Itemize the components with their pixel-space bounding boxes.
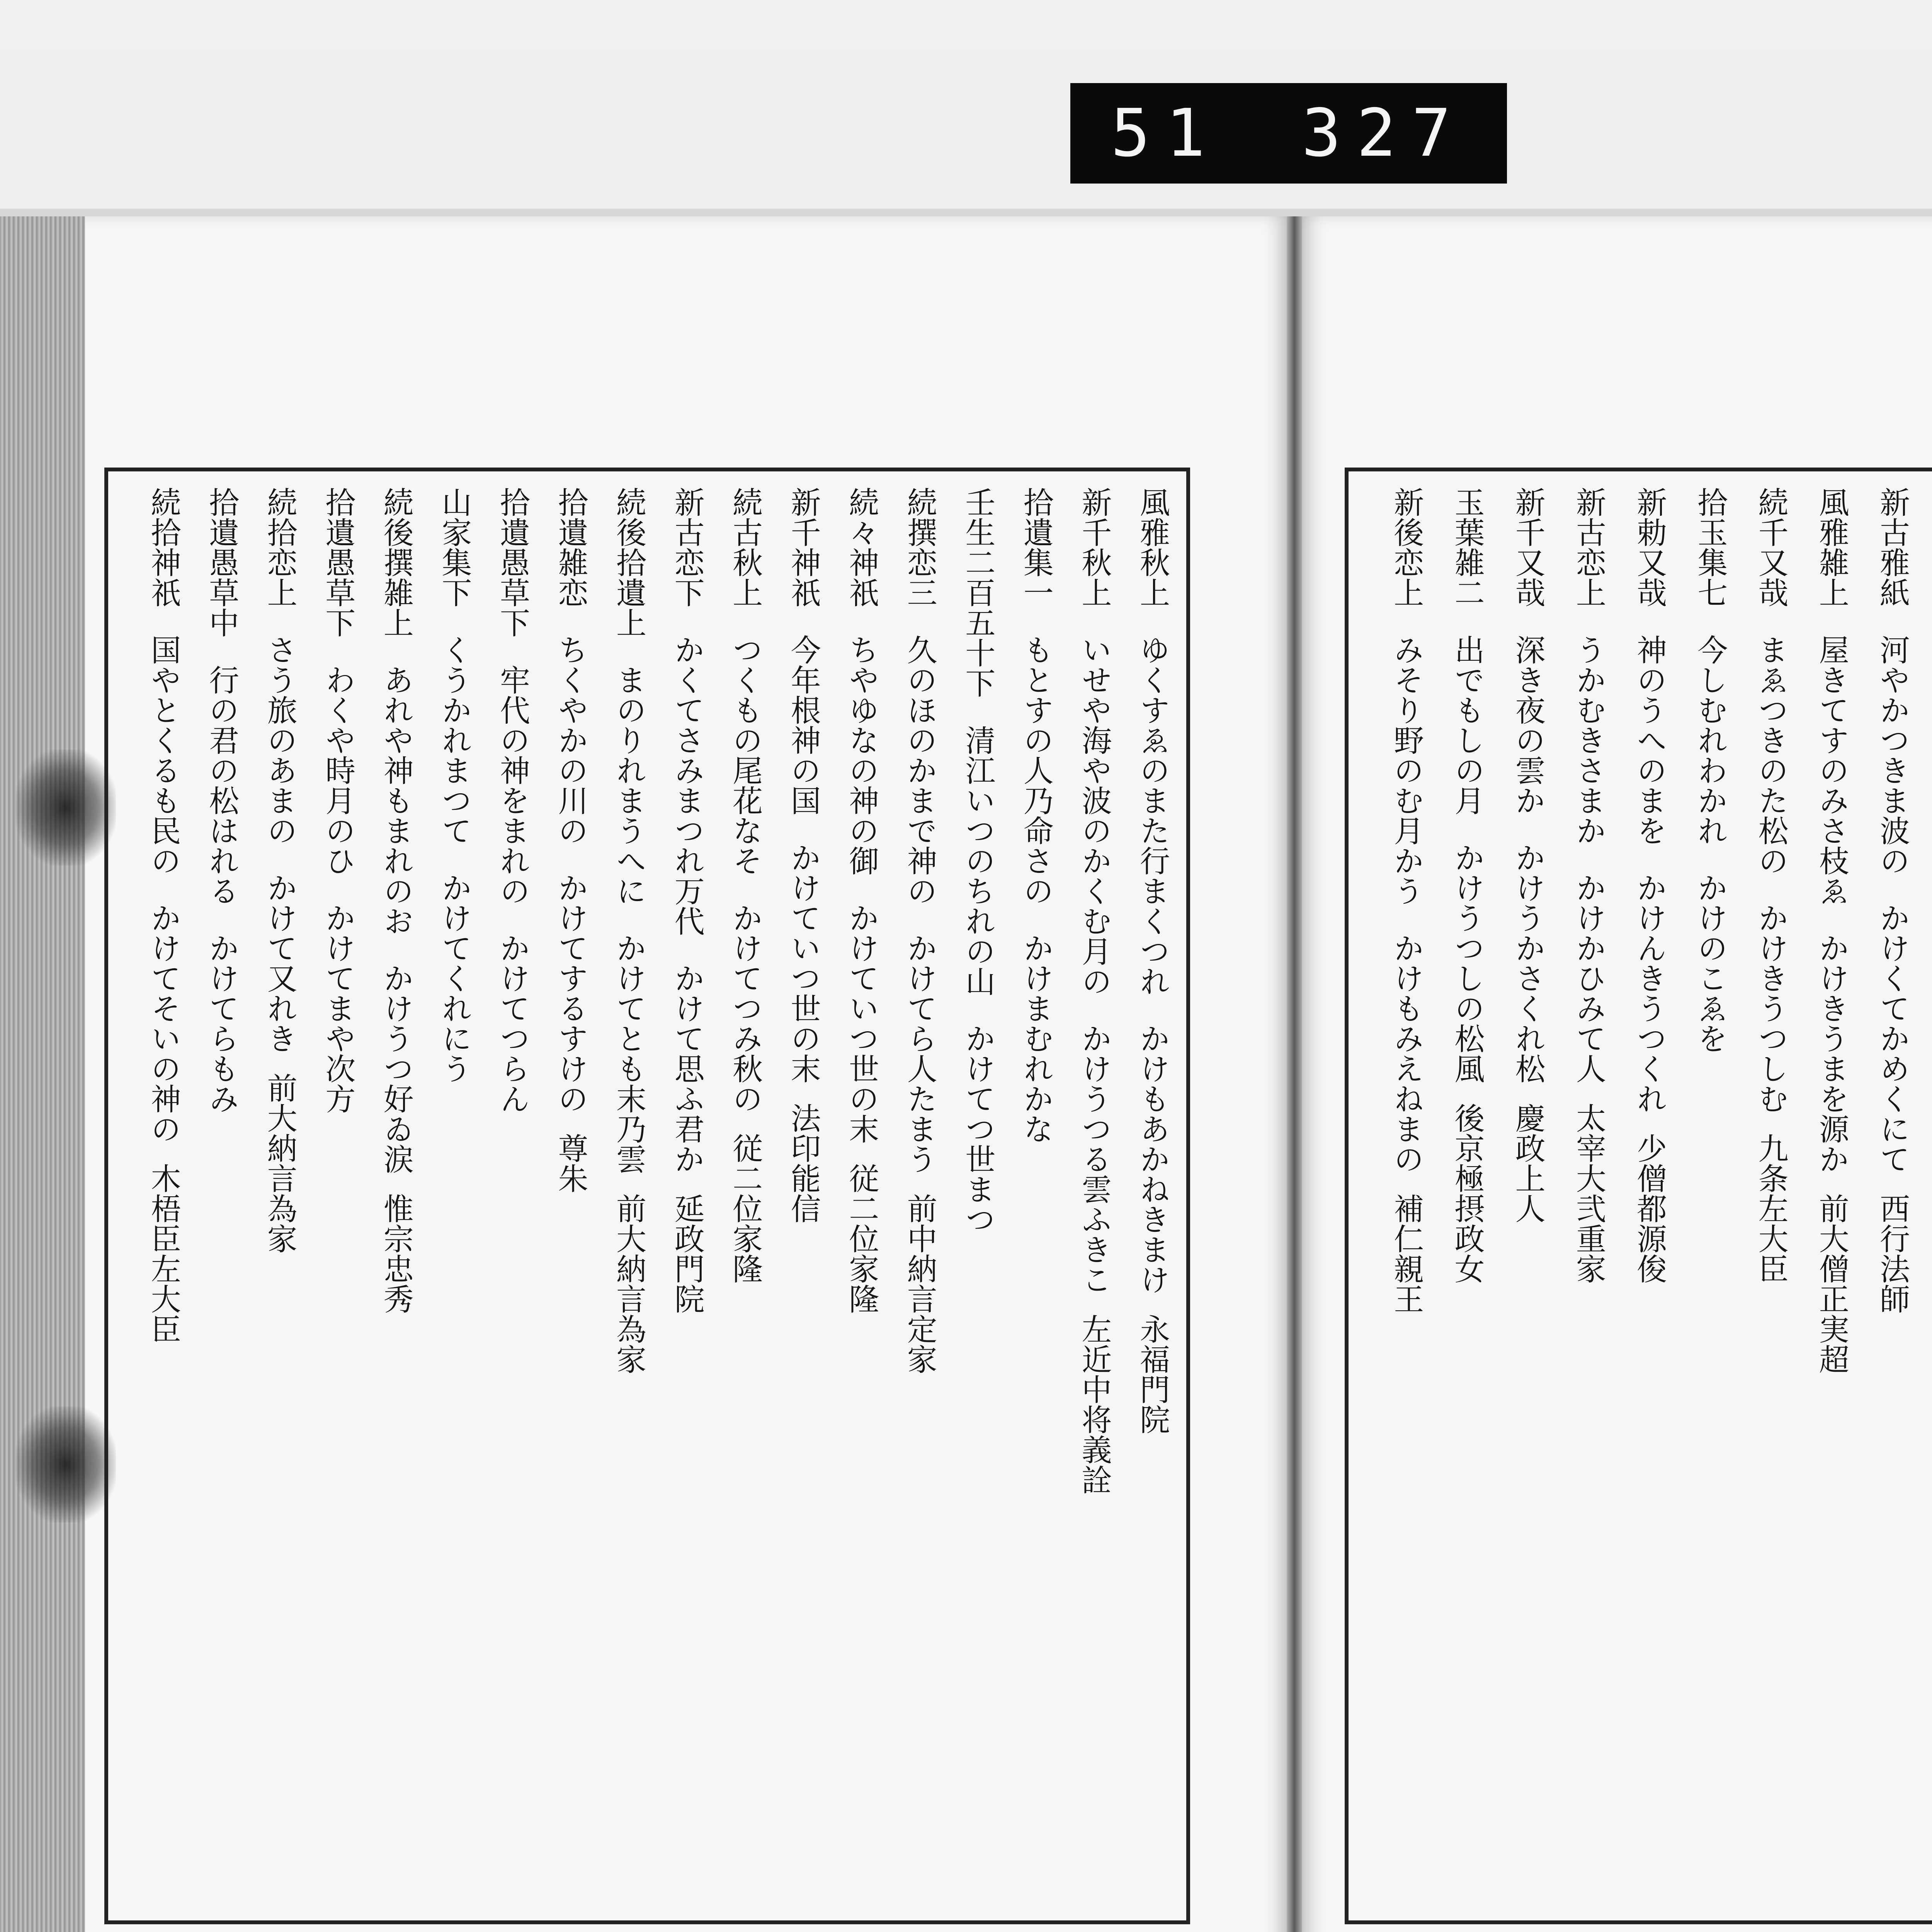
- poet-name: 尊朱: [553, 1133, 588, 1193]
- poem-line: 屋きてすのみさ枝ゑ: [1814, 634, 1849, 906]
- poem-line-2: かけてつらん: [495, 933, 530, 1114]
- anthology-source: 新古恋下: [669, 487, 704, 607]
- poem-line: 河やかつきま波の: [1875, 634, 1910, 876]
- poem-line: まゑつきのた松の: [1753, 634, 1788, 876]
- poem-line-2: かけてら人たまう: [902, 933, 937, 1174]
- poem-line-2: かけきうつしむ: [1753, 903, 1788, 1114]
- poem-line-2: かけてつみ秋の: [728, 903, 763, 1114]
- poem-line: 国やとくるも民の: [146, 634, 181, 876]
- poet-name: 法印能信: [786, 1103, 821, 1223]
- poem-line-2: かけうつる雲ふきこ: [1077, 1023, 1112, 1294]
- ink-smudge: [15, 750, 116, 866]
- poem-entry-column: [184, 487, 240, 1905]
- poem-entry-column: [359, 487, 415, 1905]
- poem-line-2: かけうつしの松風: [1449, 842, 1485, 1083]
- poem-line-2: かけて又れき: [262, 872, 297, 1053]
- poet-name: 太宰大弐重家: [1571, 1103, 1606, 1284]
- poem-entry-column: [475, 487, 531, 1905]
- poem-line: 牢代の神をまれの: [495, 665, 530, 906]
- poem-line-2: かけもみえねまの: [1389, 933, 1424, 1174]
- poem-entry-column: [1852, 487, 1911, 1905]
- poem-line: 神のうへのまを: [1632, 634, 1667, 845]
- poet-name: 後京極摂政女: [1449, 1103, 1485, 1284]
- anthology-source: 拾遺愚草中: [204, 487, 239, 638]
- poem-entry-column: [708, 487, 764, 1905]
- poem-line-2: かけんきうつくれ: [1632, 872, 1667, 1114]
- poem-line: 今しむれわかれ: [1692, 634, 1728, 845]
- poet-name: 補仁親王: [1389, 1193, 1424, 1314]
- poet-name: 従二位家隆: [728, 1133, 763, 1284]
- poem-line: かくてさみまつれ万代: [669, 634, 704, 936]
- poem-line-2: かけもあかねきまけ: [1135, 1023, 1170, 1294]
- anthology-source: 続撰恋三: [902, 487, 937, 607]
- poem-entry-column: [1731, 487, 1789, 1905]
- anthology-source: 新千秋上: [1077, 487, 1112, 607]
- poem-line: ちくやかの川の: [553, 634, 588, 845]
- poet-name: 前中納言定家: [902, 1193, 937, 1374]
- anthology-source: 続古秋上: [728, 487, 763, 607]
- call-number-page: 327: [1301, 95, 1467, 172]
- anthology-source: 新千神祇: [786, 487, 821, 607]
- anthology-source: 風雅秋上: [1135, 487, 1170, 607]
- poem-entry-column: [1792, 487, 1850, 1905]
- poem-line: 出でもしの月: [1449, 634, 1485, 815]
- poet-name: 西行法師: [1875, 1193, 1910, 1314]
- poem-line-2: かけてとも末乃雲: [611, 933, 646, 1174]
- anthology-source: 拾遺愚草下: [495, 487, 530, 638]
- poet-name: 九条左大臣: [1753, 1133, 1788, 1284]
- poem-line-2: かけうかさくれ松: [1510, 842, 1545, 1083]
- poem-line-2: かけのこゑを: [1692, 872, 1728, 1053]
- anthology-source: 壬生二百五十下: [960, 487, 995, 698]
- poet-name: 従二位家隆: [844, 1163, 879, 1314]
- poem-line: みそり野のむ月かう: [1389, 634, 1424, 906]
- poem-line-2: かけまむれかな: [1018, 933, 1053, 1144]
- poem-line: わくや時月のひ: [320, 665, 355, 876]
- poem-line: 清江いつのちれの山: [960, 725, 995, 996]
- poem-entry-column: [242, 487, 298, 1905]
- anthology-source: 新古恋上: [1571, 487, 1606, 607]
- left-page-edges: [0, 216, 85, 1932]
- anthology-source: 続後拾遺上: [611, 487, 646, 638]
- poet-name: 少僧都源俊: [1632, 1133, 1667, 1284]
- poem-entry-column: [126, 487, 182, 1905]
- poem-entry-column: [1488, 487, 1546, 1905]
- book-gutter: [1287, 216, 1302, 1932]
- poem-line-2: かけてらもみ: [204, 933, 239, 1114]
- anthology-source: 新千又哉: [1510, 487, 1545, 607]
- poem-line: うかむきさまか: [1571, 634, 1606, 845]
- poem-entry-column: [766, 487, 822, 1905]
- poem-line: まのりれまうへに: [611, 665, 646, 906]
- call-number-label: [1070, 83, 1507, 184]
- poem-line: もとすの人乃命さの: [1018, 634, 1053, 906]
- anthology-source: 拾遺愚草下: [320, 487, 355, 638]
- poem-line-2: かけてくれにう: [437, 872, 472, 1083]
- poem-line-2: かけくてかめくにて: [1875, 903, 1910, 1174]
- poem-entry-column: [824, 487, 880, 1905]
- poem-line: いせや海や波のかくむ月の: [1077, 634, 1112, 996]
- poem-line: 行の君の松はれる: [204, 665, 239, 906]
- poem-entry-column: [301, 487, 357, 1905]
- poet-name: 永福門院: [1135, 1314, 1170, 1434]
- poem-entry-column: [650, 487, 706, 1905]
- anthology-source: 続後撰雑上: [378, 487, 413, 638]
- anthology-source: 拾玉集七: [1692, 487, 1728, 607]
- poet-name: 前大納言為家: [611, 1193, 646, 1374]
- poet-name: 慶政上人: [1510, 1103, 1545, 1223]
- poem-entry-column: [533, 487, 589, 1905]
- poem-line-2: かけてまや次方: [320, 903, 355, 1114]
- anthology-source: 山家集下: [437, 487, 472, 607]
- poem-line: ちやゆなの神の御: [844, 634, 879, 876]
- poem-entry-column: [1057, 487, 1113, 1905]
- poem-line-2: かけていつ世の末: [786, 842, 821, 1083]
- poem-entry-column: [1913, 487, 1932, 1905]
- right-text-frame: [1345, 468, 1932, 1924]
- poem-line-2: かけかひみて人: [1571, 872, 1606, 1083]
- poem-line-2: かけきうまを源か: [1814, 933, 1849, 1174]
- poem-entry-column: [940, 487, 997, 1905]
- poem-entry-column: [591, 487, 647, 1905]
- poem-line: くうかれまつて: [437, 634, 472, 845]
- anthology-source: 新勅又哉: [1632, 487, 1667, 607]
- anthology-source: 続千又哉: [1753, 487, 1788, 607]
- poem-line: ゆくすゑのまた行まくつれ: [1135, 634, 1170, 996]
- poem-entry-column: [882, 487, 938, 1905]
- poem-entry-column: [1549, 487, 1607, 1905]
- anthology-source: 続拾恋上: [262, 487, 297, 607]
- poem-entry-column: [998, 487, 1054, 1905]
- anthology-source: 続拾神祇: [146, 487, 181, 607]
- anthology-source: 続々神祇: [844, 487, 879, 607]
- poem-line-2: かけてするすけの: [553, 872, 588, 1114]
- anthology-source: 拾遺集一: [1018, 487, 1053, 607]
- poem-entry-column: [1609, 487, 1668, 1905]
- call-number-volume: 51: [1111, 95, 1221, 172]
- poem-line: 久のほのかまで神の: [902, 634, 937, 906]
- poet-name: 前大納言為家: [262, 1073, 297, 1253]
- anthology-source: 新古雅紙: [1875, 487, 1910, 607]
- poem-line: あれや神もまれのお: [378, 665, 413, 936]
- anthology-source: 新後恋上: [1389, 487, 1424, 607]
- poem-line-2: かけうつ好ゐ涙: [378, 963, 413, 1174]
- poem-entry-column: [1115, 487, 1171, 1905]
- poem-entry-column: [417, 487, 473, 1905]
- poem-line: つくもの尾花なそ: [728, 634, 763, 876]
- poet-name: 惟宗忠秀: [378, 1193, 413, 1314]
- anthology-source: 玉葉雑二: [1449, 487, 1485, 607]
- poem-entry-column: [1366, 487, 1425, 1905]
- poet-name: 左近中将義詮: [1077, 1314, 1112, 1495]
- poem-entry-column: [1670, 487, 1728, 1905]
- poet-name: 延政門院: [669, 1193, 704, 1314]
- poet-name: 木梧臣左大臣: [146, 1163, 181, 1344]
- ink-smudge: [15, 1406, 116, 1522]
- anthology-source: 風雅雑上: [1814, 487, 1849, 607]
- poem-line: 深き夜の雲か: [1510, 634, 1545, 815]
- poem-line-2: かけてそいの神の: [146, 903, 181, 1144]
- left-text-frame: [104, 468, 1190, 1924]
- poem-line: 今年根神の国: [786, 634, 821, 815]
- anthology-source: 拾遺雑恋: [553, 487, 588, 607]
- poet-name: 前大僧正実超: [1814, 1193, 1849, 1374]
- poem-line-2: かけていつ世の末: [844, 903, 879, 1144]
- poem-entry-column: [1427, 487, 1485, 1905]
- poem-line-2: かけてつ世まつ: [960, 1023, 995, 1234]
- poem-line: さう旅のあまの: [262, 634, 297, 845]
- poem-line-2: かけて思ふ君か: [669, 963, 704, 1174]
